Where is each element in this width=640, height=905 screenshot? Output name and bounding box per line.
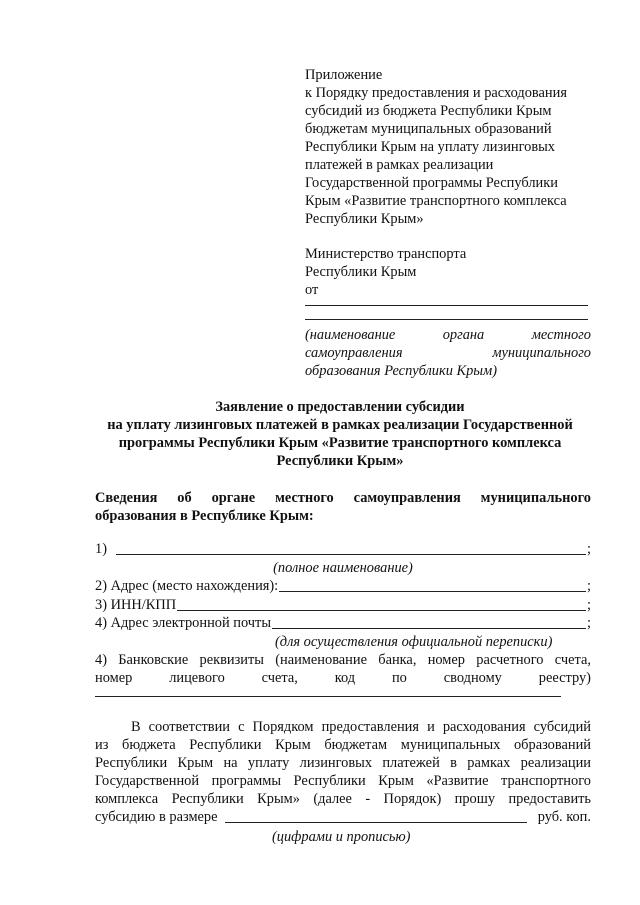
body-word: расходования <box>442 719 526 735</box>
body-word: (далее <box>313 791 352 807</box>
body-word: с <box>238 719 245 735</box>
body-word: прошу <box>454 791 496 807</box>
body-row-3 <box>95 754 591 772</box>
heading-word: органе <box>211 490 256 506</box>
document-title <box>60 398 620 470</box>
bank-details-underline <box>95 696 561 697</box>
title-line-4: Республики Крым» <box>276 453 404 469</box>
body-word: Порядком <box>252 719 314 735</box>
appendix-line: Крым «Развитие транспортного комплекса <box>305 193 567 209</box>
body-word: в <box>450 755 457 771</box>
body-word: Крым» <box>257 791 300 807</box>
bank-word: банка, <box>378 652 417 668</box>
addressee-caption-row-3: образования Республики Крым) <box>305 363 498 379</box>
body-word: на <box>223 755 238 771</box>
caption-word: самоуправления <box>305 345 403 361</box>
field-label: 2) Адрес (место нахождения): <box>95 578 279 594</box>
body-word: реализации <box>520 755 591 771</box>
appendix-line: бюджетам муниципальных образований <box>305 121 552 137</box>
field-address <box>95 577 591 595</box>
body-word: программы <box>211 773 282 789</box>
bank-word: по <box>391 670 407 686</box>
addressee-line-2: Республики Крым <box>305 264 417 280</box>
addressee-caption <box>305 326 591 380</box>
body-word: Государственной <box>95 773 200 789</box>
bank-word: реквизиты <box>199 652 264 668</box>
body-word: образований <box>513 737 591 753</box>
field-blank <box>116 542 586 555</box>
body-word: платежей <box>382 755 440 771</box>
field-email-caption: (для осуществления официальной переписки) <box>275 634 553 650</box>
addressee-caption-row-2 <box>305 344 591 362</box>
heading-word: самоуправления <box>353 490 461 506</box>
info-heading <box>95 489 591 525</box>
field-inn-kpp <box>95 596 591 614</box>
heading-word: об <box>177 490 192 506</box>
field-email <box>95 614 591 632</box>
field-number: 1) <box>95 541 107 557</box>
heading-word: местного <box>275 490 334 506</box>
title-line-3: программы Республики Крым «Развитие транспортного комплекса <box>118 435 562 451</box>
subsidy-amount-blank <box>225 810 527 823</box>
body-word: рамках <box>467 755 511 771</box>
subsidy-amount-label: субсидию в размере <box>95 809 218 825</box>
body-row-6 <box>95 808 591 826</box>
bank-word: счета, <box>554 652 591 668</box>
field-blank <box>177 598 586 611</box>
title-line-2: на уплату лизинговых платежей в рамках реализации Государственной <box>107 417 573 433</box>
body-word: «Развитие <box>426 773 489 789</box>
field-blank <box>279 579 586 592</box>
field-terminator: ; <box>587 597 591 613</box>
body-word: В <box>131 719 141 735</box>
heading-word: муниципального <box>480 490 591 506</box>
appendix-line: Республики Крым» <box>305 211 424 227</box>
body-word: Республики <box>293 773 366 789</box>
bank-word: (наименование <box>275 652 367 668</box>
addressee-caption-row-1 <box>305 326 591 344</box>
addressee-line-1: Министерство транспорта <box>305 246 467 262</box>
caption-word: (наименование <box>305 327 396 343</box>
info-heading-row-1 <box>95 489 591 507</box>
info-heading-row-2: образования в Республике Крым: <box>95 508 314 524</box>
bank-word: сводному <box>443 670 502 686</box>
from-underline-2 <box>305 319 588 320</box>
field-label: 4) Адрес электронной почты <box>95 615 271 631</box>
field-terminator: ; <box>587 615 591 631</box>
body-word: бюджета <box>122 737 176 753</box>
body-word: предоставить <box>508 791 591 807</box>
bank-word: расчетного <box>476 652 544 668</box>
body-word: комплекса <box>95 791 159 807</box>
appendix-line: Республики Крым на уплату лизинговых <box>305 139 555 155</box>
currency-label: руб. коп. <box>537 809 591 825</box>
body-word: лизинговых <box>299 755 373 771</box>
body-row-4 <box>95 772 591 790</box>
body-word: субсидий <box>533 719 591 735</box>
subsidy-amount-caption: (цифрами и прописью) <box>272 829 411 845</box>
body-word: Крым <box>275 737 311 753</box>
body-word: из <box>95 737 109 753</box>
body-word: бюджетам <box>324 737 388 753</box>
appendix-line: субсидий из бюджета Республики Крым <box>305 103 552 119</box>
body-word: Крым <box>378 773 414 789</box>
bank-details-row-2 <box>95 669 591 687</box>
appendix-line: к Порядку предоставления и расходования <box>305 85 567 101</box>
bank-word: номер <box>95 670 133 686</box>
body-row-5 <box>95 790 591 808</box>
title-line-1: Заявление о предоставлении субсидии <box>215 399 465 415</box>
body-paragraph <box>95 718 591 826</box>
body-word: Республики <box>189 737 262 753</box>
bank-word: Банковские <box>118 652 189 668</box>
body-word: предоставления <box>321 719 419 735</box>
bank-word: счета, <box>261 670 298 686</box>
body-word: уплату <box>247 755 290 771</box>
appendix-line: платежей в рамках реализации <box>305 157 494 173</box>
caption-word: муниципального <box>492 345 591 361</box>
bank-word: реестру) <box>538 670 591 686</box>
field-blank <box>272 616 586 629</box>
field-label: 3) ИНН/КПП <box>95 597 177 613</box>
body-word: и <box>427 719 435 735</box>
bank-word: лицевого <box>169 670 225 686</box>
from-label: от <box>305 282 319 298</box>
from-underline <box>305 305 588 306</box>
field-full-name <box>95 540 591 558</box>
body-word: соответствии <box>148 719 230 735</box>
appendix-block <box>305 66 605 299</box>
bank-word: код <box>334 670 356 686</box>
body-row-1 <box>95 718 591 736</box>
bank-details-row-1 <box>95 651 591 669</box>
caption-word: местного <box>531 327 591 343</box>
body-word: Порядок) <box>383 791 442 807</box>
field-terminator: ; <box>587 541 591 557</box>
body-word: Республики <box>171 791 244 807</box>
body-word: Республики <box>95 755 168 771</box>
body-word: транспортного <box>500 773 591 789</box>
body-word: муниципальных <box>400 737 501 753</box>
field-terminator: ; <box>587 578 591 594</box>
appendix-line: Государственной программы Республики <box>305 175 558 191</box>
bank-word: 4) <box>95 652 107 668</box>
caption-word: органа <box>442 327 485 343</box>
field-full-name-caption: (полное наименование) <box>273 560 413 576</box>
field-bank-details <box>95 651 591 687</box>
appendix-line: Приложение <box>305 67 383 83</box>
body-word: Крым <box>177 755 214 771</box>
body-word: - <box>365 791 371 807</box>
heading-word: Сведения <box>95 490 158 506</box>
bank-word: номер <box>427 652 465 668</box>
body-row-2 <box>95 736 591 754</box>
